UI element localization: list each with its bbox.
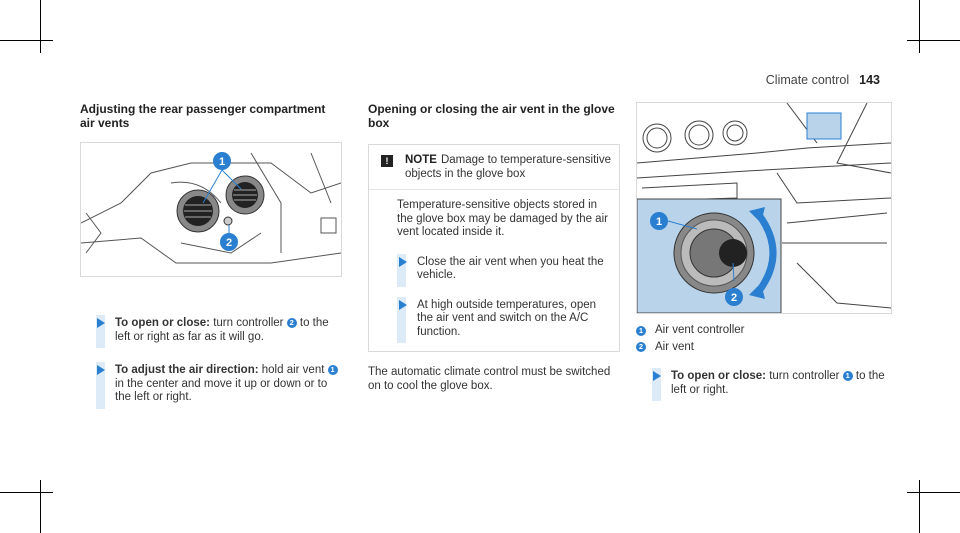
crop-mark xyxy=(40,480,41,533)
heading-glove-box: Opening or closing the air vent in the glove box xyxy=(368,102,615,130)
callout-badge: 2 xyxy=(636,342,646,352)
legend-item xyxy=(636,341,892,355)
step-text: At high outside temperatures, open the air vent and switch on the A/C function. xyxy=(417,298,597,338)
page-header xyxy=(766,73,880,87)
figure-legend xyxy=(636,324,892,354)
step-arrow-icon xyxy=(97,318,105,328)
step-arrow-icon xyxy=(399,257,407,267)
note-title: NOTE xyxy=(405,154,437,166)
paragraph-auto-climate: The automatic climate control must be switched on to cool the glove box. xyxy=(368,366,611,392)
crop-mark xyxy=(0,40,53,41)
step-text-part: to the left or right. xyxy=(671,370,885,396)
rear-vents-illustration xyxy=(81,143,341,276)
glove-vent-illustration xyxy=(637,103,891,313)
crop-mark xyxy=(919,480,920,533)
callout-badge: 1 xyxy=(636,326,646,336)
step-text-part: turn controller xyxy=(766,370,843,382)
page-number: 143 xyxy=(859,73,880,87)
step-bold: To adjust the air direction: xyxy=(115,364,259,376)
step-bold: To open or close: xyxy=(115,317,210,329)
step-text-part: hold air vent xyxy=(258,364,328,376)
callout-badge: 1 xyxy=(328,365,338,375)
step-text xyxy=(115,317,342,344)
column-figure-glove xyxy=(636,102,892,397)
legend-item xyxy=(636,324,892,338)
crop-mark xyxy=(919,0,920,53)
step-adjust-direction xyxy=(80,364,342,405)
step-bold: To open or close: xyxy=(671,370,766,382)
callout-badge: 1 xyxy=(843,371,853,381)
step-arrow-icon xyxy=(399,300,407,310)
note-text: Damage to temperature-sensitive objects in the glove box xyxy=(405,154,611,180)
column-rear-vents xyxy=(80,102,342,405)
note-body xyxy=(369,190,619,351)
crop-mark xyxy=(907,40,960,41)
step-open-close xyxy=(80,317,342,344)
note-header xyxy=(369,145,619,190)
figure-glove-vent xyxy=(636,102,892,314)
step-text xyxy=(115,364,342,405)
crop-mark xyxy=(0,492,53,493)
heading-rear-vents: Adjusting the rear passenger compartment air vents xyxy=(80,102,326,130)
step-text-part: turn controller xyxy=(210,317,287,329)
step-open-close-glove xyxy=(636,370,892,397)
step-arrow-icon xyxy=(653,371,661,381)
note-step-open xyxy=(397,299,611,340)
note-box xyxy=(368,144,620,352)
crop-mark xyxy=(40,0,41,53)
step-text-part: in the center and move it up or down or to the left or right. xyxy=(115,377,328,403)
note-step-close xyxy=(397,256,611,283)
column-glove-box xyxy=(368,102,620,393)
step-text xyxy=(671,370,892,397)
legend-label: Air vent xyxy=(655,340,694,353)
callout-2: 2 xyxy=(225,237,233,249)
callout-badge: 2 xyxy=(287,318,297,328)
figure-rear-vents xyxy=(80,142,342,277)
callout-1: 1 xyxy=(655,216,663,228)
note-body-text: Temperature-sensitive objects stored in the glove box may be damaged by the air vent located inside it. xyxy=(397,199,608,238)
warning-icon: ! xyxy=(381,155,393,167)
section-title: Climate control xyxy=(765,73,850,87)
step-text: Close the air vent when you heat the vehicle. xyxy=(417,255,604,281)
callout-2: 2 xyxy=(730,292,738,304)
crop-mark xyxy=(907,492,960,493)
callout-1: 1 xyxy=(218,156,226,168)
legend-label: Air vent controller xyxy=(655,324,745,336)
step-text-part: to the left or right as far as it will go. xyxy=(115,317,329,343)
note-summary xyxy=(405,154,611,181)
step-arrow-icon xyxy=(97,365,105,375)
